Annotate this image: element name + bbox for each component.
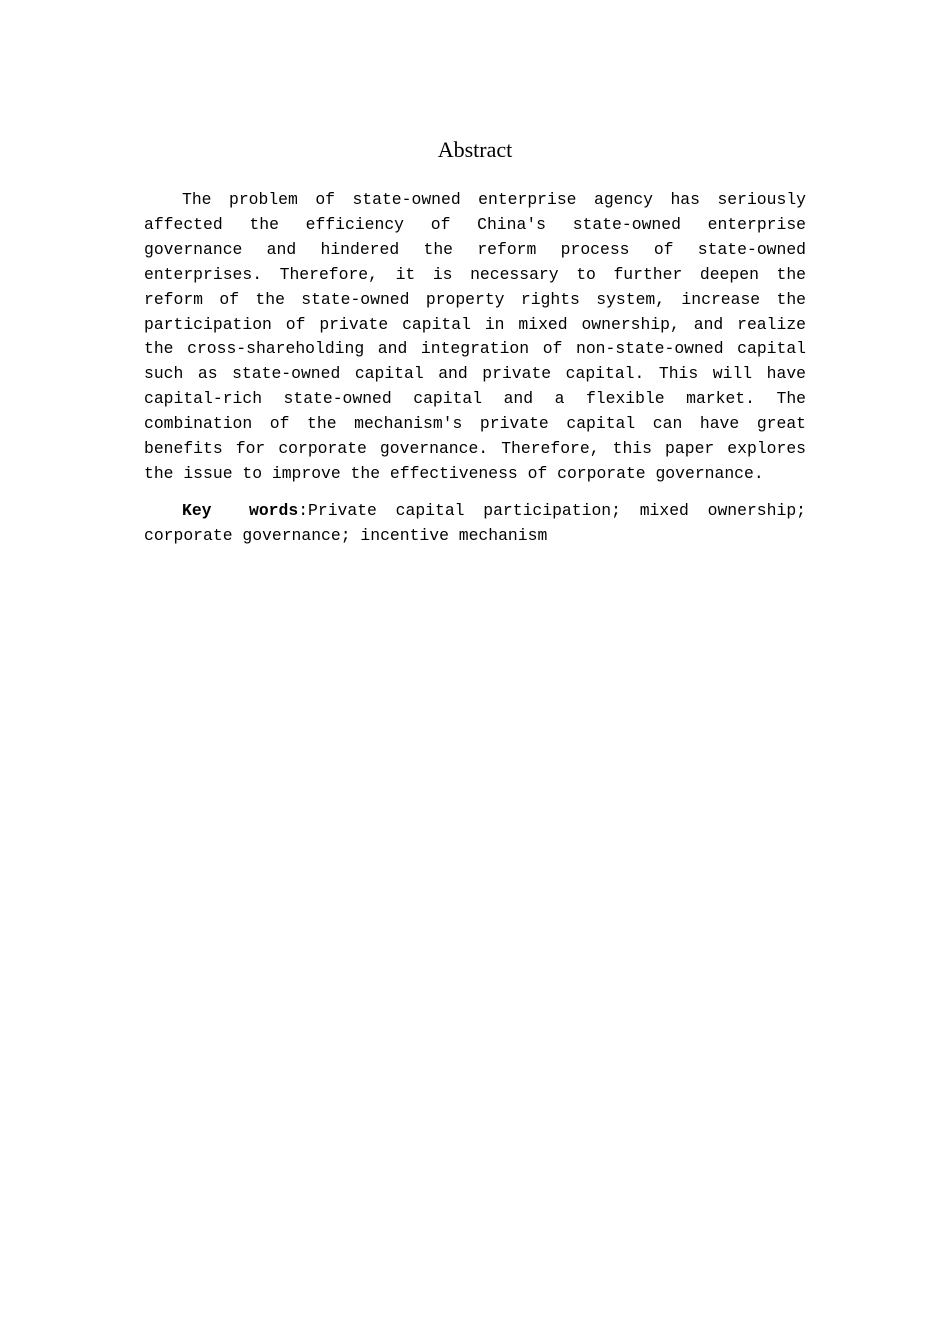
keywords-paragraph <box>144 499 806 549</box>
abstract-body: The problem of state-owned enterprise agency has seriously affected the efficiency of China's state-owned enterprise governance and hindered the reform process of state-owned enterprises. Therefore, it is necessary to further deepen the reform of the state-owned property rights system, increase the participation of private capital in mixed ownership, and realize the cross-shareholding and integration of non-state-owned capital such as state-owned capital and private capital. This will have capital-rich state-owned capital and a flexible market. The combination of the mechanism's private capital can have great benefits for corporate governance. Therefore, this paper explores the issue to improve the effectiveness of corporate governance. <box>144 190 806 483</box>
keywords-text: :Private capital participation; mixed ownership; corporate governance; incentive mechanism <box>144 501 806 545</box>
keywords-label: Key words <box>182 501 299 520</box>
abstract-title: Abstract <box>437 137 513 162</box>
